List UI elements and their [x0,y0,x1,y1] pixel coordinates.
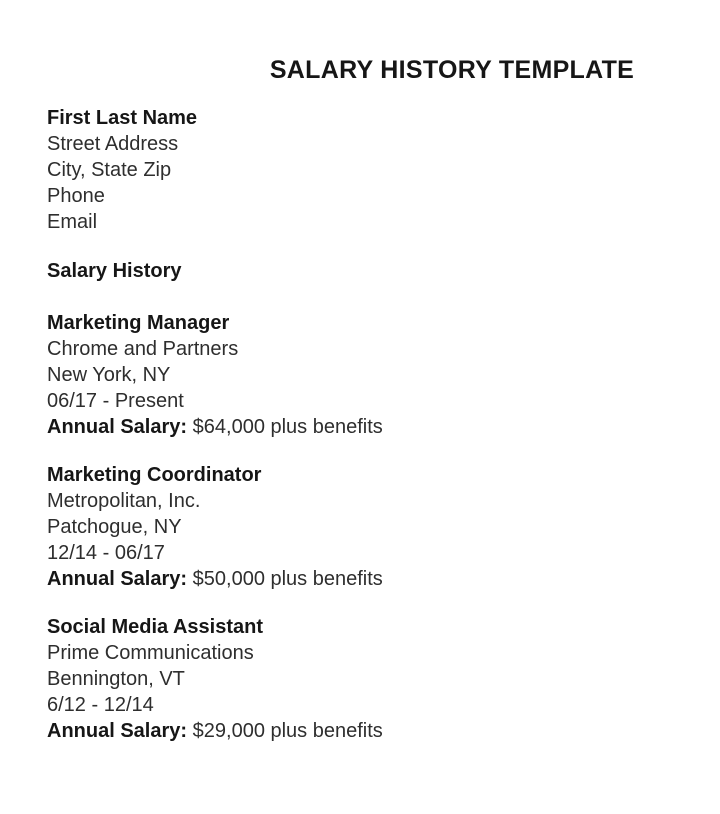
contact-name: First Last Name [47,107,198,129]
job-salary [47,414,383,440]
job-dates: 06/17 - Present [47,390,184,412]
salary-value: $29,000 plus benefits [192,720,383,742]
job-location: New York, NY [47,364,171,386]
document-title: SALARY HISTORY TEMPLATE [269,56,635,84]
salary-label: Annual Salary: [47,568,188,590]
job-dates: 12/14 - 06/17 [47,542,165,564]
job-company: Prime Communications [47,642,254,664]
contact-city-state-zip: City, State Zip [47,159,172,181]
salary-value: $64,000 plus benefits [192,416,383,438]
section-heading: Salary History [47,260,182,282]
salary-label: Annual Salary: [47,720,188,742]
job-entry [47,310,383,440]
job-entry [47,462,383,592]
job-company: Chrome and Partners [47,338,239,360]
contact-phone: Phone [47,185,105,207]
salary-value: $50,000 plus benefits [192,568,383,590]
job-title: Marketing Manager [47,312,230,334]
job-salary [47,718,383,744]
job-location: Patchogue, NY [47,516,182,538]
salary-label: Annual Salary: [47,416,188,438]
job-entry [47,614,383,744]
job-location: Bennington, VT [47,668,185,690]
contact-block [47,105,197,235]
job-salary [47,566,383,592]
contact-email: Email [47,211,98,233]
job-title: Marketing Coordinator [47,464,262,486]
job-title: Social Media Assistant [47,616,263,638]
job-dates: 6/12 - 12/14 [47,694,154,716]
job-company: Metropolitan, Inc. [47,490,201,512]
contact-street: Street Address [47,133,179,155]
